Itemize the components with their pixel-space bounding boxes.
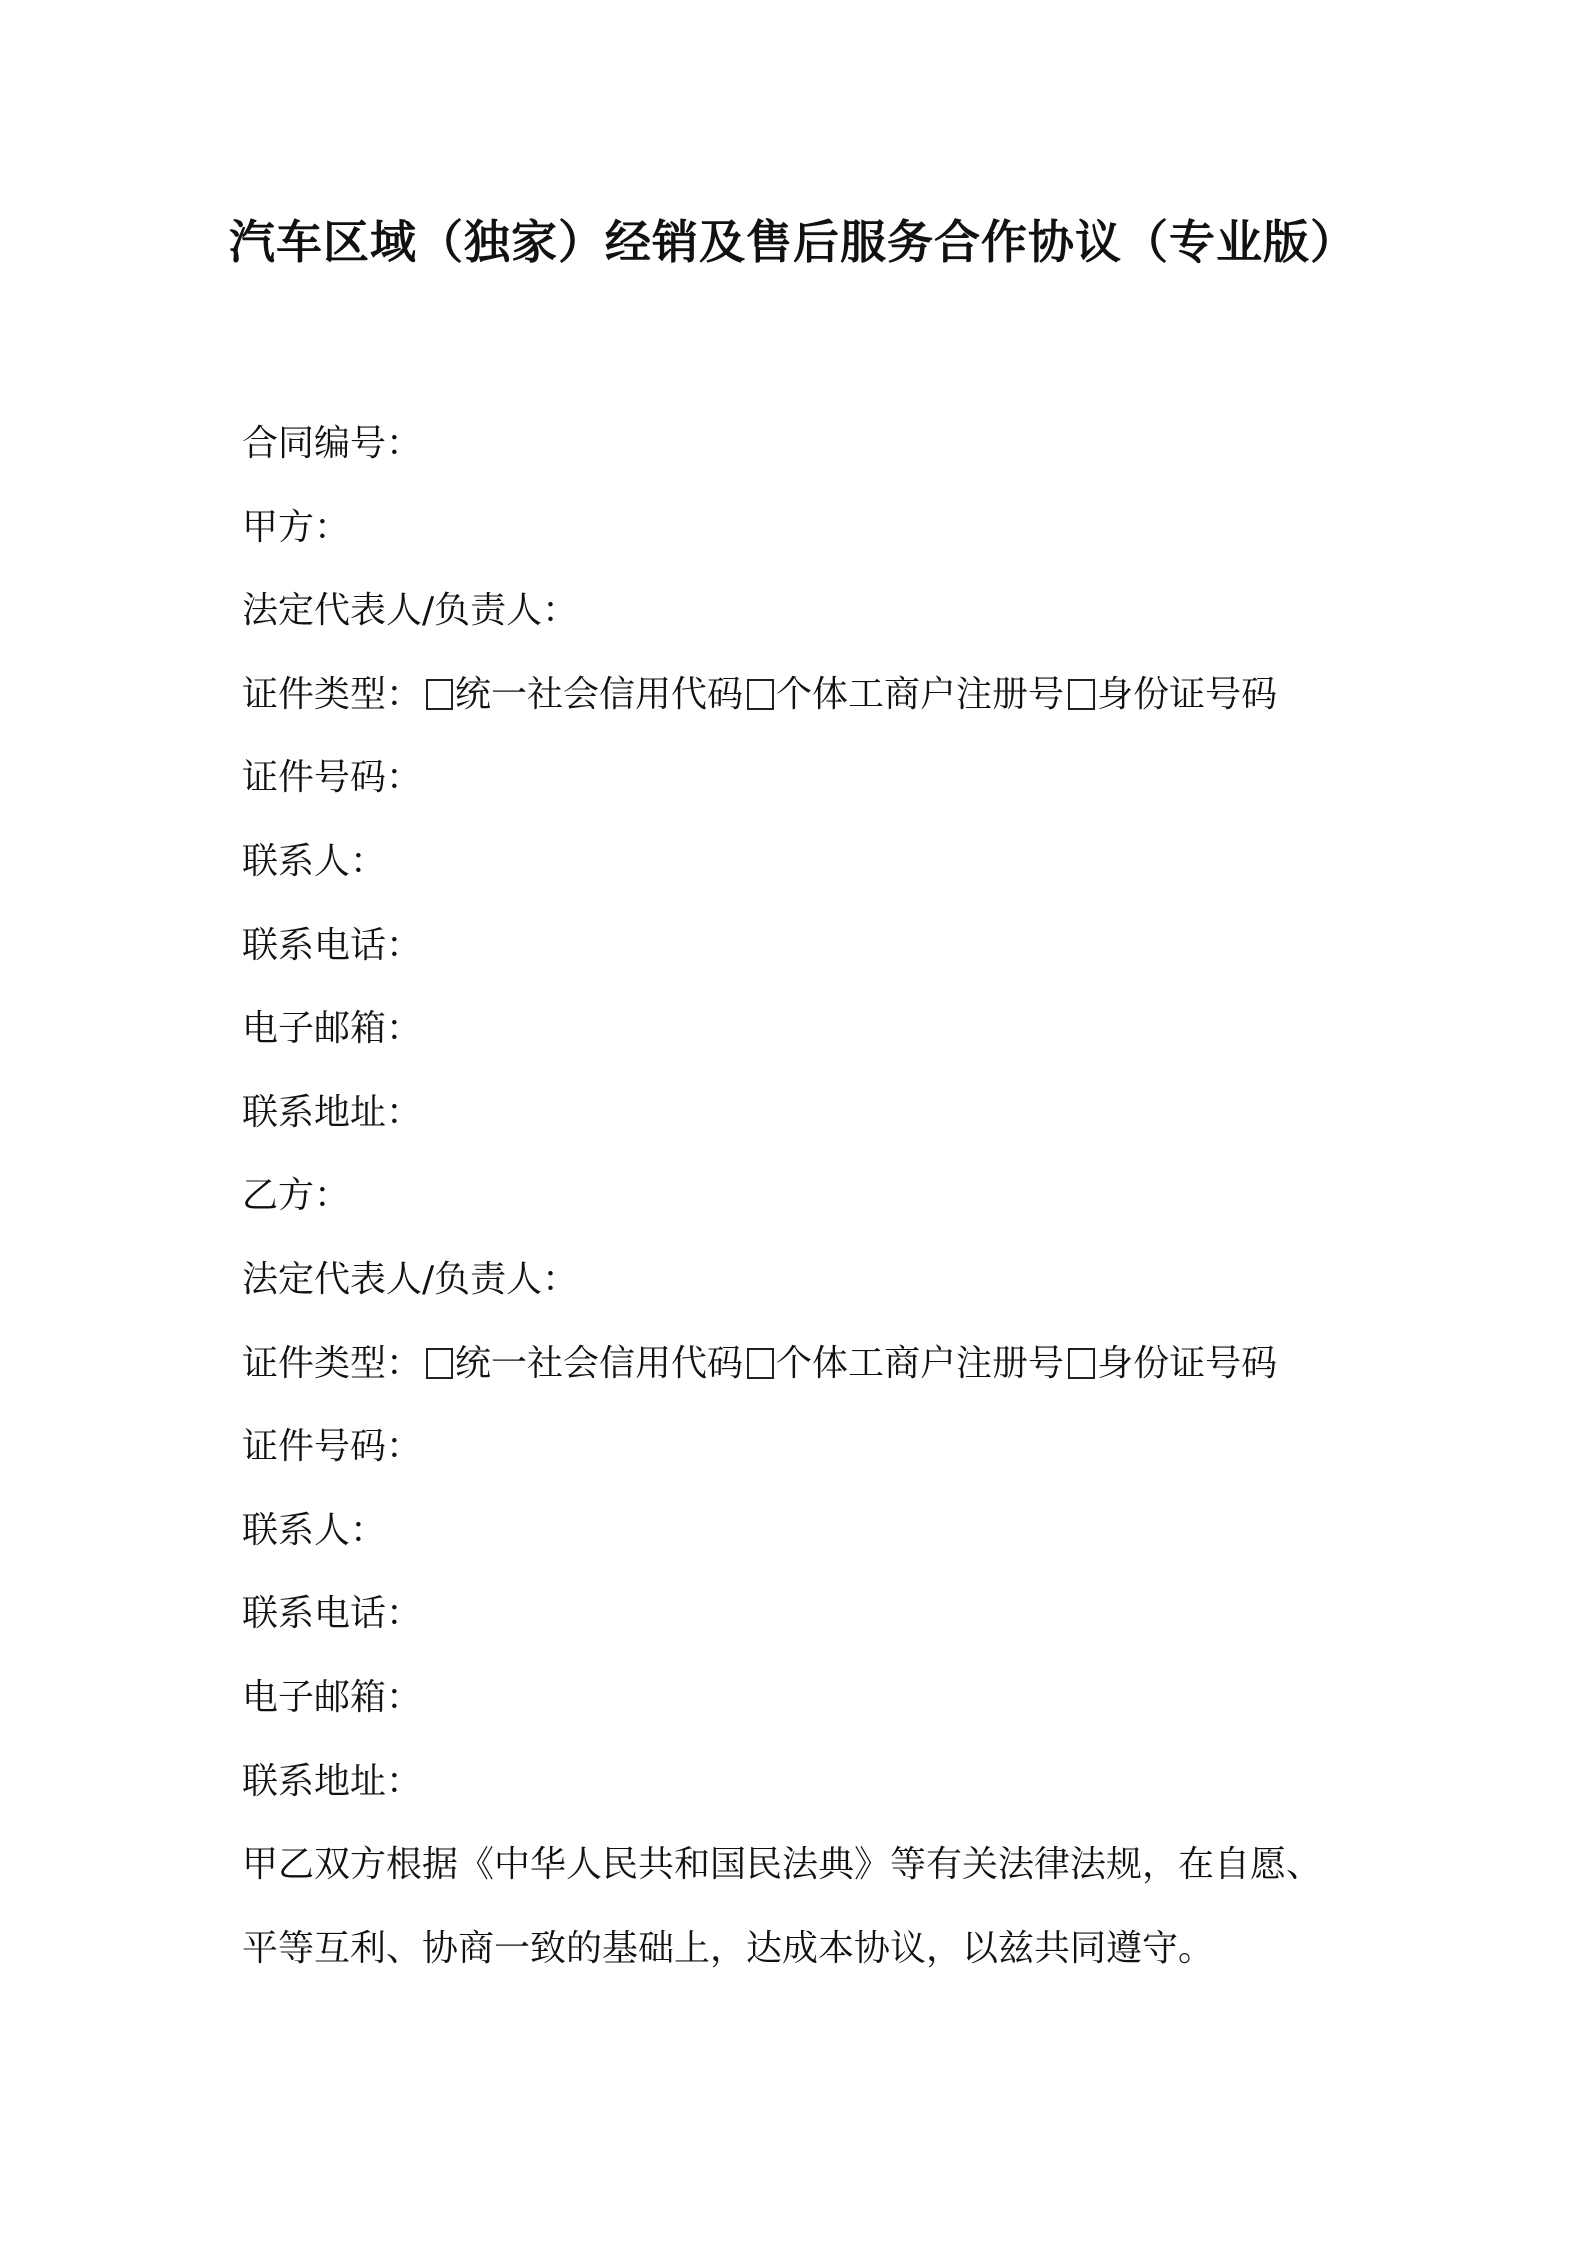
party-b-address-label: 联系地址 [242,1760,387,1802]
party-a-contact-field [242,820,1362,904]
party-b-heading [242,1154,1362,1238]
checkbox-id-card[interactable] [1068,679,1095,710]
option-credit-code: 统一社会信用代码 [455,673,744,715]
party-b-label: 乙方 [242,1175,315,1217]
document-title: 汽车区域（独家）经销及售后服务合作协议（专业版） [229,215,1357,269]
party-b-id-number-label: 证件号码 [242,1426,387,1468]
preamble-line-1: 甲乙双方根据《中华人民共和国民法典》等有关法律法规，在自愿、 [242,1844,1323,1886]
party-a-email-field [242,987,1362,1071]
field-separator: ： [386,1091,423,1133]
party-a-address-label: 联系地址 [242,1091,387,1133]
field-separator: ： [386,1760,423,1802]
option-credit-code: 统一社会信用代码 [455,1342,744,1384]
party-a-phone-label: 联系电话 [242,924,387,966]
checkbox-credit-code[interactable] [426,679,453,710]
field-separator: ： [314,1175,351,1217]
party-a-id-number-label: 证件号码 [242,757,387,799]
field-separator: ： [542,1258,579,1300]
party-a-email-label: 电子邮箱 [242,1008,387,1050]
option-id-card: 身份证号码 [1097,1342,1278,1384]
field-separator: ： [386,757,423,799]
option-business-reg: 个体工商户注册号 [776,673,1065,715]
party-a-legal-rep-field [242,569,1362,653]
field-separator: ： [350,840,387,882]
document-body [242,402,1362,1990]
checkbox-business-reg[interactable] [747,1348,774,1379]
field-separator: ： [542,590,579,632]
preamble-paragraph [242,1823,1362,1990]
party-b-email-field [242,1656,1362,1740]
field-separator: ： [314,506,351,548]
field-separator: ： [386,1008,423,1050]
party-a-phone-field [242,904,1362,988]
party-b-id-type-label: 证件类型 [242,1342,387,1384]
party-a-id-number-field [242,736,1362,820]
party-b-phone-field [242,1572,1362,1656]
party-b-contact-field [242,1489,1362,1573]
party-b-legal-rep-label: 法定代表人/负责人 [242,1258,543,1300]
party-b-phone-label: 联系电话 [242,1593,387,1635]
party-a-id-type-label: 证件类型 [242,673,387,715]
option-business-reg: 个体工商户注册号 [776,1342,1065,1384]
field-separator: ： [386,1342,423,1384]
preamble-line-2: 平等互利、协商一致的基础上，达成本协议，以兹共同遵守。 [242,1927,1215,1969]
field-separator: ： [350,1509,387,1551]
party-b-id-number-field [242,1405,1362,1489]
field-separator: ： [386,924,423,966]
party-b-id-type-field [242,1322,1362,1406]
checkbox-id-card[interactable] [1068,1348,1095,1379]
field-separator: ： [386,673,423,715]
field-separator: ： [386,1426,423,1468]
party-a-id-type-field [242,653,1362,737]
checkbox-credit-code[interactable] [426,1348,453,1379]
field-separator: ： [386,1676,423,1718]
party-b-legal-rep-field [242,1238,1362,1322]
party-a-label: 甲方 [242,506,315,548]
party-a-contact-label: 联系人 [242,840,351,882]
party-a-heading [242,486,1362,570]
party-a-legal-rep-label: 法定代表人/负责人 [242,590,543,632]
party-b-email-label: 电子邮箱 [242,1676,387,1718]
party-b-address-field [242,1740,1362,1824]
party-b-contact-label: 联系人 [242,1509,351,1551]
contract-number-label: 合同编号 [242,423,387,464]
field-separator: ： [386,1593,423,1635]
option-id-card: 身份证号码 [1097,673,1278,715]
party-a-address-field [242,1071,1362,1155]
contract-number-field [242,402,1362,486]
field-separator: ： [386,423,423,464]
checkbox-business-reg[interactable] [747,679,774,710]
